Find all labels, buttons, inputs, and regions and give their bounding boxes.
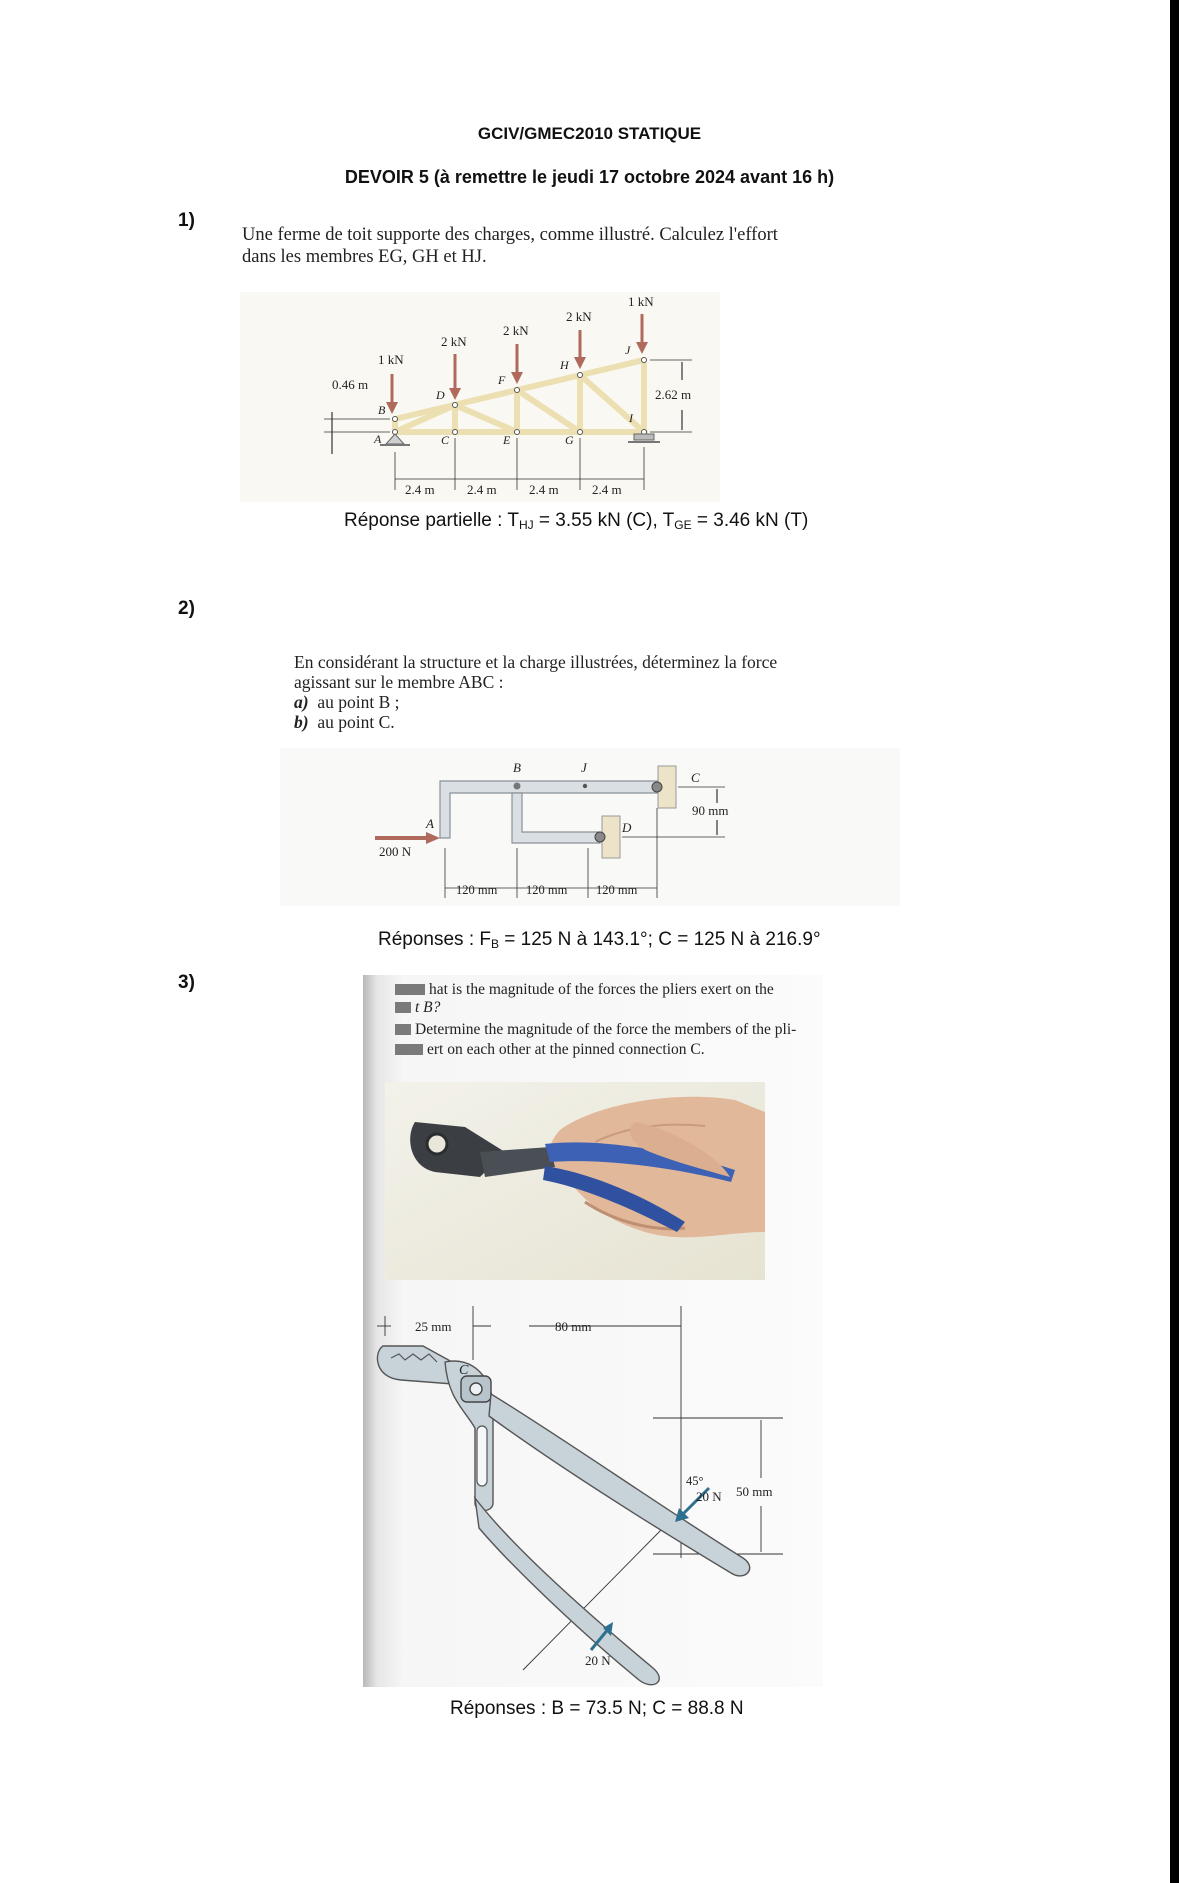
truss-figure: [240, 292, 720, 502]
load-label-1: 1 kN: [378, 352, 404, 367]
load-label-4: 2 kN: [566, 309, 592, 324]
node-b: B: [378, 403, 386, 417]
node-e: E: [503, 433, 511, 447]
problem-2-number: 2): [178, 598, 195, 619]
problem-2-statement-line2: agissant sur le membre ABC :: [294, 672, 504, 692]
problem-3-answer: Réponses : B = 73.5 N; C = 88.8 N: [450, 1698, 744, 1719]
assignment-title: DEVOIR 5 (à remettre le jeudi 17 octobre 2024 avant 16 h): [344, 167, 835, 187]
node-d: D: [436, 388, 445, 402]
load-label-3: 2 kN: [503, 323, 529, 338]
span-3: 2.4 m: [529, 482, 559, 497]
problem-3-text-line1: hat is the magnitude of the forces the pliers exert on the: [395, 980, 815, 1000]
problem-2-statement-line1: En considérant la structure et la charge illustrées, déterminez la force: [294, 652, 778, 672]
node-h: H: [560, 358, 569, 372]
problem-2-answer: Réponses : $F_B = 125$ N à 143.1°; C = 125 N à 216.9°: [378, 929, 821, 951]
span2-2: 120 mm: [526, 883, 568, 897]
force-top: 20 N: [696, 1489, 722, 1504]
problem-1-number: 1): [178, 210, 195, 231]
node-f: F: [498, 373, 506, 387]
problem-1-statement-line2: dans les membres EG, GH et HJ.: [242, 247, 487, 267]
dim-left: 0.46 m: [332, 377, 369, 392]
frame-figure: [280, 748, 900, 906]
pin-c-label: C: [459, 1363, 469, 1378]
span-1: 2.4 m: [405, 482, 435, 497]
node-j: J: [625, 343, 631, 357]
dim-80mm: 80 mm: [555, 1319, 592, 1334]
problem-2-statement: [294, 652, 777, 732]
node-g: G: [565, 433, 574, 447]
dim-50mm: 50 mm: [736, 1484, 773, 1499]
node-a2: A: [426, 816, 434, 831]
problem-3-text-line4: ert on each other at the pinned connection C.: [395, 1040, 815, 1060]
angle-45: 45°: [686, 1474, 704, 1488]
dim-90mm: 90 mm: [692, 803, 729, 818]
load-label-2: 2 kN: [441, 334, 467, 349]
problem-1-answer: Réponse partielle : $T_{HJ} = 3.55$ kN (C), $T_{GE} = 3.46$ kN (T): [344, 510, 809, 532]
span-4: 2.4 m: [592, 482, 622, 497]
span2-3: 120 mm: [596, 883, 638, 897]
node-c2: C: [691, 770, 700, 785]
problem-3-number: 3): [178, 972, 195, 993]
problem-1-statement: [242, 224, 778, 268]
problem-3-text-line2: t B?: [395, 998, 815, 1018]
problem-1-statement-line1: Une ferme de toit supporte des charges, comme illustré. Calculez l'effort: [242, 225, 778, 245]
course-title: GCIV/GMEC2010 STATIQUE: [477, 124, 702, 143]
force-200n: 200 N: [379, 844, 412, 859]
dim-right: 2.62 m: [655, 387, 692, 402]
dim-25mm: 25 mm: [415, 1319, 452, 1334]
node-b2: B: [513, 760, 521, 775]
pliers-drawing: [363, 1298, 823, 1688]
span2-1: 120 mm: [456, 883, 498, 897]
span-2: 2.4 m: [467, 482, 497, 497]
pliers-photo: [385, 1082, 765, 1280]
node-j2: J: [581, 760, 587, 775]
node-a: A: [374, 432, 382, 446]
load-label-5: 1 kN: [628, 294, 654, 309]
node-i: I: [629, 411, 633, 425]
node-c: C: [441, 433, 450, 447]
force-bottom: 20 N: [585, 1653, 611, 1668]
problem-2-item-b: b) au point C.: [294, 712, 395, 732]
problem-2-item-a: a) au point B ;: [294, 692, 400, 712]
node-d2: D: [622, 820, 632, 835]
problem-3-text-line3: Determine the magnitude of the force the members of the pli-: [395, 1020, 815, 1040]
